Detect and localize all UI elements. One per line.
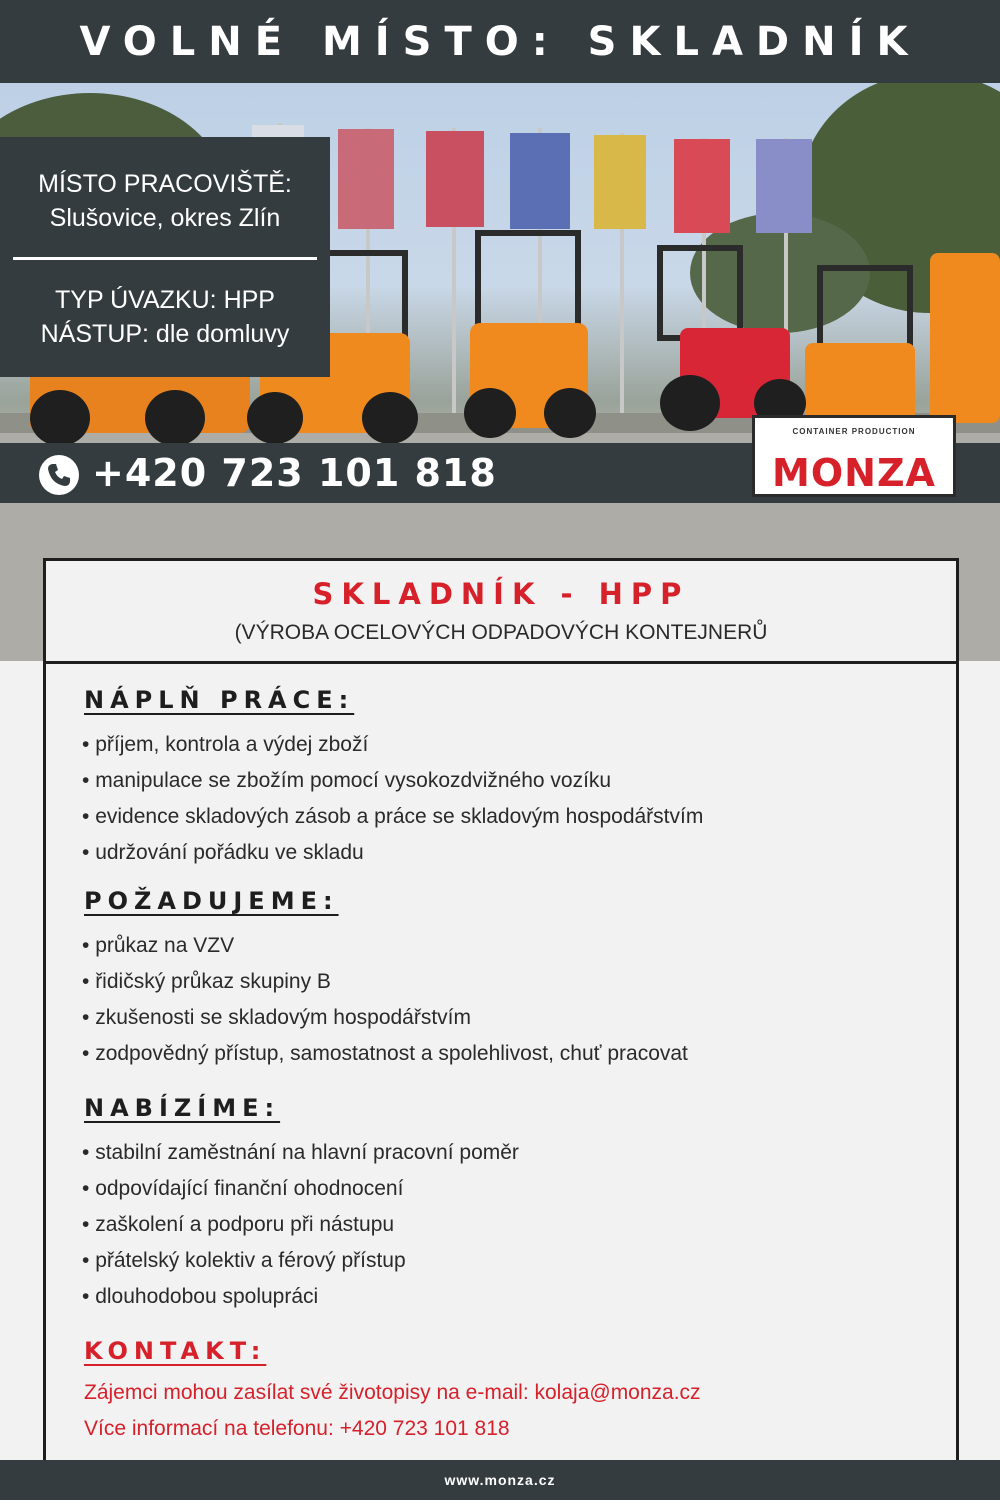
job-subtitle: (VÝROBA OCELOVÝCH ODPADOVÝCH KONTEJNERŮ [234, 621, 768, 644]
logo-wordmark: MONZA [772, 451, 936, 495]
list-item: • přátelský kolektiv a férový přístup [82, 1243, 519, 1279]
list-item: • dlouhodobou spolupráci [82, 1279, 519, 1315]
location-value: Slušovice, okres Zlín [49, 204, 281, 232]
duties-title: NÁPLŇ PRÁCE: [84, 686, 355, 714]
card-divider [46, 661, 956, 664]
job-title: SKLADNÍK - HPP [312, 577, 690, 611]
info-divider [13, 257, 317, 260]
list-item: • příjem, kontrola a výdej zboží [82, 727, 703, 763]
monza-logo [752, 415, 956, 497]
job-info-box [0, 137, 330, 377]
location-label: MÍSTO PRACOVIŠTĚ: [38, 170, 292, 198]
contact-phone-line[interactable]: Více informací na telefonu: +420 723 101 818 [84, 1417, 510, 1440]
requirements-list [82, 928, 688, 1072]
website-link[interactable]: www.monza.cz [444, 1472, 556, 1488]
list-item: • udržování pořádku ve skladu [82, 835, 703, 871]
header-bar [0, 0, 1000, 83]
list-item: • manipulace se zbožím pomocí vysokozdvižného vozíku [82, 763, 703, 799]
job-card [43, 558, 959, 1460]
list-item: • evidence skladových zásob a práce se skladovým hospodářstvím [82, 799, 703, 835]
logo-tagline: CONTAINER PRODUCTION [792, 427, 916, 436]
contract-block [0, 283, 330, 351]
offer-list [82, 1135, 519, 1315]
list-item: • odpovídající finanční ohodnocení [82, 1171, 519, 1207]
contact-email-line[interactable]: Zájemci mohou zasílat své životopisy na e-mail: kolaja@monza.cz [84, 1381, 701, 1404]
start-date: NÁSTUP: dle domluvy [40, 320, 290, 348]
location-block [0, 167, 330, 235]
requirements-title: POŽADUJEME: [84, 887, 339, 915]
footer-bar [0, 1460, 1000, 1500]
page-title: VOLNÉ MÍSTO: SKLADNÍK [79, 18, 921, 65]
contract-type: TYP ÚVAZKU: HPP [55, 286, 275, 314]
phone-icon [39, 455, 79, 495]
contact-title: KONTAKT: [84, 1337, 267, 1365]
list-item: • stabilní zaměstnání na hlavní pracovní poměr [82, 1135, 519, 1171]
list-item: • zaškolení a podporu při nástupu [82, 1207, 519, 1243]
list-item: • zodpovědný přístup, samostatnost a spolehlivost, chuť pracovat [82, 1036, 688, 1072]
list-item: • řidičský průkaz skupiny B [82, 964, 688, 1000]
list-item: • průkaz na VZV [82, 928, 688, 964]
offer-title: NABÍZÍME: [84, 1094, 281, 1122]
duties-list [82, 727, 703, 871]
phone-number[interactable]: +420 723 101 818 [92, 451, 497, 495]
list-item: • zkušenosti se skladovým hospodářstvím [82, 1000, 688, 1036]
